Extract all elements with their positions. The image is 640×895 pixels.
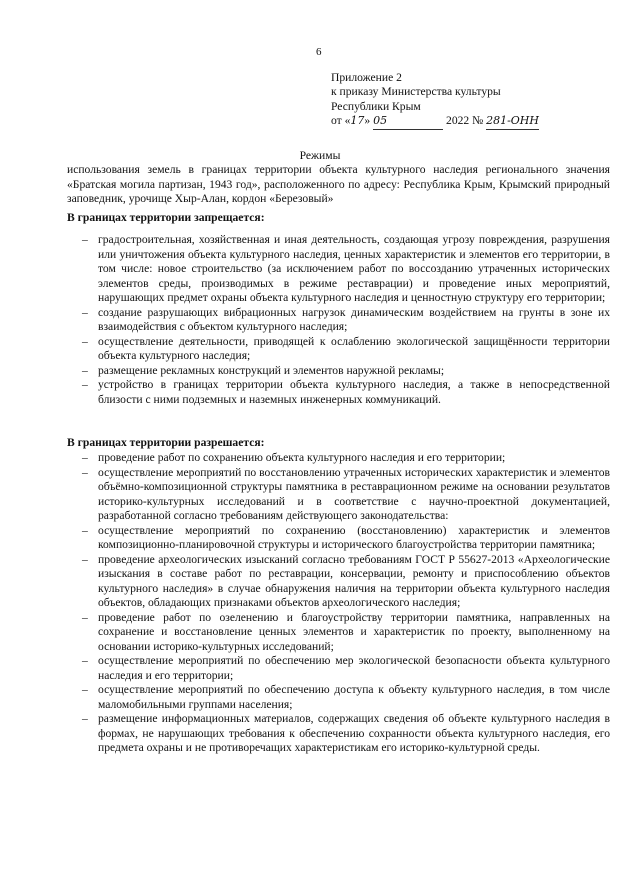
date-year: 2022 № <box>446 114 484 128</box>
allowed-list <box>67 451 610 756</box>
date-day: 17 <box>350 114 365 128</box>
date-number: 281-ОНН <box>486 114 539 129</box>
allowed-item: – проведение работ по сохранению объекта культурного наследия и его территории; <box>67 451 610 466</box>
date-prefix: от « <box>331 114 351 128</box>
allowed-item: – размещение информационных материалов, содержащих сведения об объекте культурного наследия в формах, не нарушающих требования к обеспечению сохранности объекта культурного наследия, его предмета охраны и не противоречащих характеристикам его историко-культурной среды. <box>67 712 610 756</box>
date-mid: » <box>364 114 374 128</box>
forbidden-list <box>67 233 610 407</box>
forbidden-item: – размещение рекламных конструкций и элементов наружной рекламы; <box>67 364 610 379</box>
document-subtitle: использования земель в границах территории объекта культурного наследия регионального значения «Братская могила партизан, 1943 год», расположенного по адресу: Республика Крым, Крымский природный заповедник, урочище Хыр-Алан, кордон «Березовый» <box>67 163 610 205</box>
forbidden-heading: В границах территории запрещается: <box>67 211 265 224</box>
allowed-item: – осуществление мероприятий по обеспечению доступа к объекту культурного наследия, в том числе маломобильными группами населения; <box>67 683 610 712</box>
allowed-item: – проведение археологических изысканий согласно требованиям ГОСТ Р 55627-2013 «Археологические изыскания в составе работ по реставрации, консервации, ремонту и приспособлению объектов культурного наследия» в случае обнаружения наличия на территории объекта культурного наследия объектов, обладающих признаками объектов археологического наследия; <box>67 553 610 611</box>
appendix-line-2: к приказу Министерства культуры <box>331 85 501 99</box>
appendix-line-1: Приложение 2 <box>331 71 402 84</box>
appendix-date-line <box>331 114 611 129</box>
document-title: Режимы <box>299 149 341 162</box>
date-month: 05 <box>373 114 443 129</box>
forbidden-item: – градостроительная, хозяйственная и иная деятельность, создающая угрозу повреждения, разрушения или уничтожения объекта культурного наследия, ценных характеристик и элементов его территории, в том числе: новое строительство (за исключением работ по воссозданию утраченных исторических элементов среды, производимых в режиме реставрации) и проведение иных мероприятий, нарушающих предмет охраны объекта культурного наследия и ценностную структуру его территории; <box>67 233 610 306</box>
allowed-item: – осуществление мероприятий по сохранению (восстановлению) характеристик и элементов композиционно-планировочной структуры и исторического благоустройства территории памятника; <box>67 524 610 553</box>
allowed-item: – проведение работ по озеленению и благоустройству территории памятника, направленных на сохранение и восстановление ценных элементов и характеристик по проекту, выполненному на основании историко-культурных исследований; <box>67 611 610 655</box>
allowed-heading: В границах территории разрешается: <box>67 436 265 449</box>
forbidden-item: – создание разрушающих вибрационных нагрузок динамическим воздействием на грунты в зоне их взаимодействия с объектом культурного наследия; <box>67 306 610 335</box>
appendix-block <box>331 71 611 130</box>
appendix-line-3: Республики Крым <box>331 99 421 113</box>
forbidden-item: – устройство в границах территории объекта культурного наследия, а также в непосредственной близости с ними подземных и наземных инженерных коммуникаций. <box>67 378 610 407</box>
allowed-item: – осуществление мероприятий по восстановлению утраченных исторических характеристик и элементов объёмно-композиционной структуры памятника в реставрационном режиме на основании результатов историко-культурных исследований и в соответствие с научно-проектной документацией, разработанной согласно требованиям действующего законодательства: <box>67 466 610 524</box>
forbidden-item: – осуществление деятельности, приводящей к ослаблению экологической защищённости территории объекта культурного наследия; <box>67 335 610 364</box>
page-number: 6 <box>316 46 322 58</box>
allowed-item: – осуществление мероприятий по обеспечению мер экологической безопасности объекта культурного наследия и его территории; <box>67 654 610 683</box>
